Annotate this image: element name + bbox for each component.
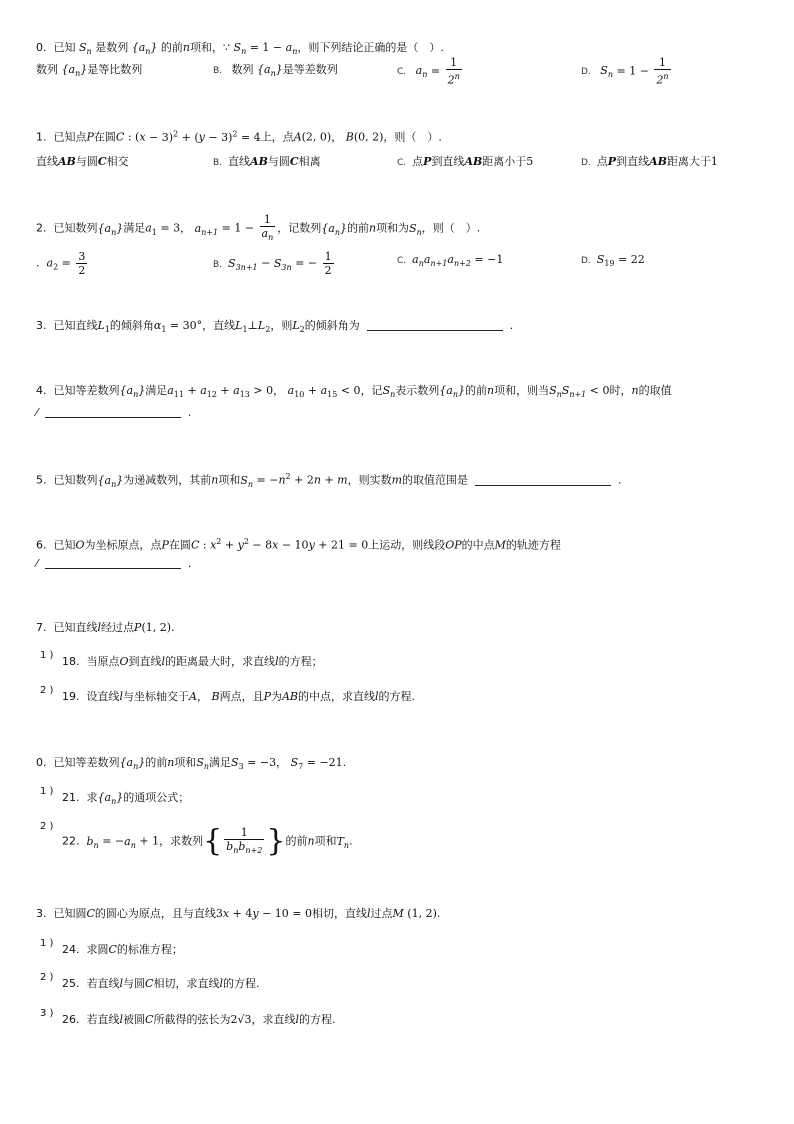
q11-option-a[interactable]: 直线AB与圆C相交 <box>36 155 129 168</box>
q20-part1: 21. 求$\{a_n\}$的通项公式； <box>62 791 190 807</box>
question-23: 3. 已知圆C的圆心为原点，且与直线3x + 4y − 10 = 0相切，直线l过点M (1, 2). <box>36 907 441 920</box>
q17-part2-label: 2 ) <box>40 685 54 696</box>
question-16: 6. 已知O为坐标原点，点P在圆C : $x^2 + y^2 - 8x - 10y + 21 = 0$上运动，则线段OP的中点M的轨迹方程 <box>36 537 561 552</box>
question-13: 3. 已知直线$L_1$的倾斜角$\alpha_1 = 30^\circ$，直线$L_1\perp L_2$，则$L_2$的倾斜角为 . <box>36 319 514 335</box>
q20-part2-label: 2 ) <box>40 821 54 832</box>
q23-part3: 26. 若直线l被圆C所截得的弦长为2√3，求直线l的方程. <box>62 1013 336 1026</box>
q17-part1-label: 1 ) <box>40 650 54 661</box>
q11-option-c[interactable]: C. 点P到直线AB距离小于5 <box>397 155 534 168</box>
q10-option-d[interactable]: D. $S_n = 1$ − $\frac{1}{2^n}$ <box>581 56 669 87</box>
q12-option-a[interactable]: . $a_2$ = $\frac{3}{2}$ <box>36 250 86 277</box>
q12-option-d[interactable]: D. $S_{19} = 22$ <box>581 253 645 269</box>
question-20: 0. 已知等差数列$\{a_n\}$的前n项和$S_n$满足$S_3 = -3$， $S_7 = -21$. <box>36 756 347 772</box>
q10-option-b[interactable]: B. 数列 $\{a_n\}$是等差数列 <box>213 63 338 79</box>
q14-answer-blank[interactable] <box>45 416 181 418</box>
q11-option-d[interactable]: D. 点P到直线AB距离大于1 <box>581 155 718 168</box>
q13-answer-blank[interactable] <box>367 329 503 331</box>
question-16-line2: ⁄ . <box>36 557 192 570</box>
q11-option-b[interactable]: B. 直线AB与圆C相离 <box>213 155 321 168</box>
q23-part1-label: 1 ) <box>40 938 54 949</box>
q23-part1: 24. 求圆C的标准方程； <box>62 943 183 956</box>
q23-part3-label: 3 ) <box>40 1008 54 1019</box>
q12-option-b[interactable]: B. $S_{3n+1} - S_{3n}$ = − $\frac{1}{2}$ <box>213 250 332 277</box>
question-11: 1. 已知点P在圆C : $(x - 3)^2 + (y - 3)^2 = 4$上，点A(2, 0)， B(0, 2)，则（ ）. <box>36 129 442 144</box>
question-17: 7. 已知直线l经过点P(1, 2). <box>36 621 175 634</box>
question-12: 2. 已知数列$\{a_n\}$满足$a_1 = 3$， $a_{n+1} = 1$ − $\frac{1}{a_n}$ ，记数列$\{a_n\}$的前n项和为$S_n$，则（ ）. <box>36 213 481 243</box>
q17-part2: 19. 设直线l与坐标轴交于A， B两点，且P为AB的中点，求直线l的方程. <box>62 690 416 703</box>
q10-option-c[interactable]: C. $a_n$ = $\frac{1}{2^n}$ <box>397 56 460 87</box>
q12-option-c[interactable]: C. $a_na_{n+1}a_{n+2} = -1$ <box>397 253 504 269</box>
question-14-line2: ⁄ . <box>36 406 192 419</box>
q20-part2: 22. $b_n = -a_n + 1$，求数列{ $\frac{1}{b_nb_{n+2}}$ }的前n项和$T_n$. <box>62 823 353 859</box>
q20-part1-label: 1 ) <box>40 786 54 797</box>
question-10: 0. 已知 $S_n$ 是数列 $\{a_n\}$ 的前n项和，∵ $S_n = 1 - a_n$，则下列结论正确的是（ ）. <box>36 41 444 57</box>
q10-option-a[interactable]: 数列 $\{a_n\}$是等比数列 <box>36 63 143 79</box>
q17-part1: 18. 当原点O到直线l的距离最大时，求直线l的方程； <box>62 655 323 668</box>
q16-answer-blank[interactable] <box>45 567 181 569</box>
question-14: 4. 已知等差数列$\{a_n\}$满足$a_{11} + a_{12} + a_{13} > 0$， $a_{10} + a_{15} < 0$，记$S_n$表示数列$\{a_n\}$的前n项和，则当$S_nS_{n+1} < 0$时，n的取值 <box>36 384 672 400</box>
q23-part2: 25. 若直线l与圆C相切，求直线l的方程. <box>62 977 260 990</box>
q15-answer-blank[interactable] <box>475 484 611 486</box>
question-15: 5. 已知数列$\{a_n\}$为递减数列，其前n项和$S_n = -n^2 + 2n + m$，则实数m的取值范围是 . <box>36 472 622 489</box>
q23-part2-label: 2 ) <box>40 972 54 983</box>
